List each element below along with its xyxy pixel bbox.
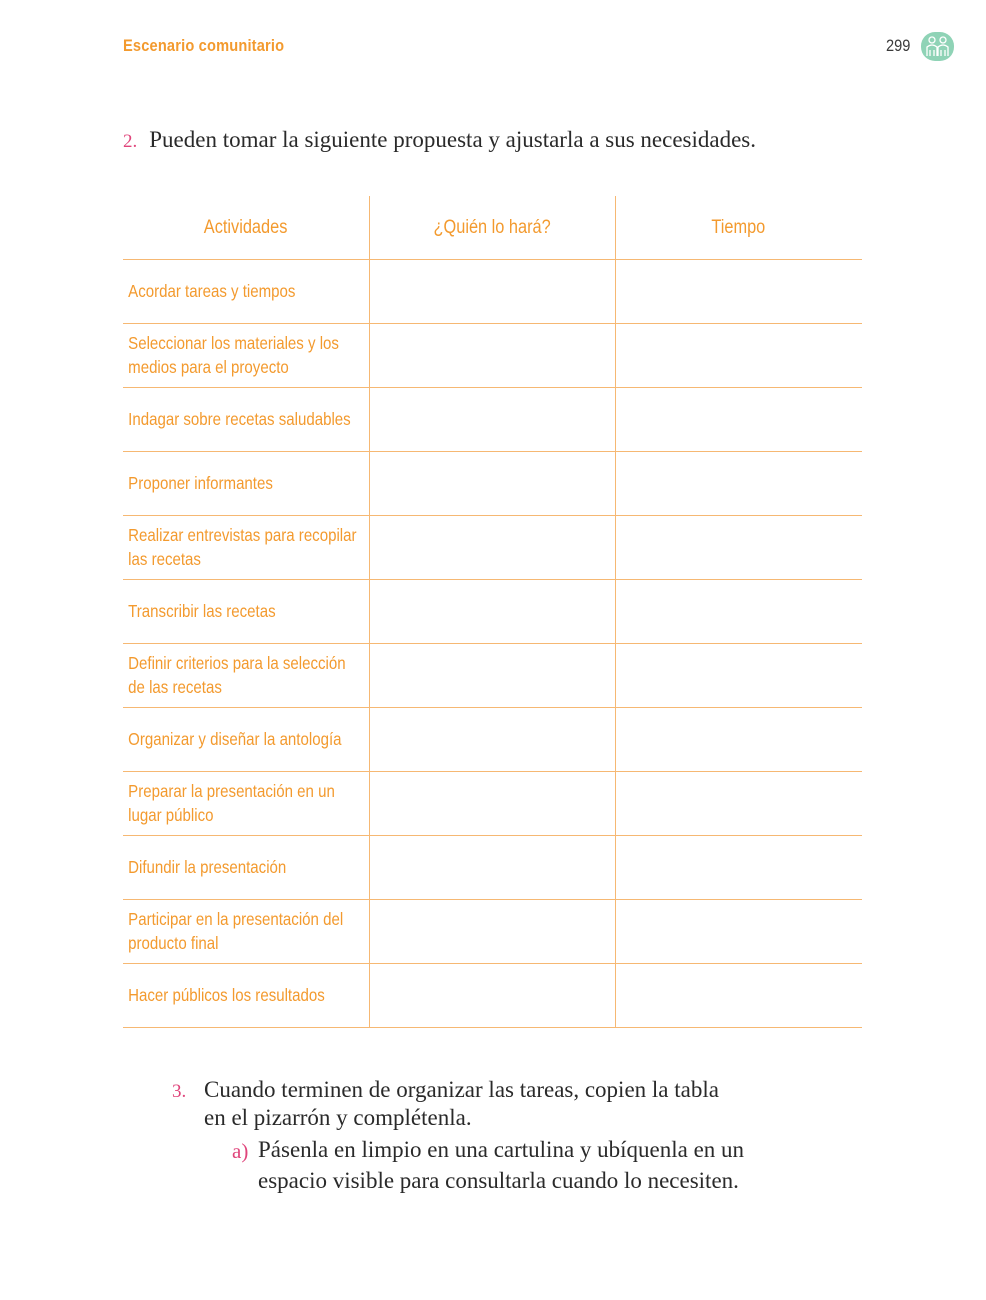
who-cell[interactable]	[369, 836, 615, 900]
who-cell[interactable]	[369, 580, 615, 644]
table-row	[123, 452, 862, 516]
who-cell[interactable]	[369, 388, 615, 452]
instruction-3	[172, 1076, 732, 1132]
activity-cell-text: Organizar y diseñar la antología	[128, 728, 342, 749]
activity-cell	[123, 516, 369, 580]
activity-cell-text: Indagar sobre recetas saludables	[128, 408, 351, 429]
community-icon	[921, 32, 954, 61]
header-who: ¿Quién lo hará?	[369, 196, 615, 260]
activity-plan-table	[123, 196, 862, 1028]
sub-instruction-text: Pásenla en limpio en una cartulina y ubíquenla en un espacio visible para consultarla cuando lo necesiten.	[258, 1137, 745, 1193]
instruction-2	[123, 126, 756, 156]
table-row	[123, 836, 862, 900]
who-cell[interactable]	[369, 260, 615, 324]
who-cell[interactable]	[369, 452, 615, 516]
activity-cell	[123, 708, 369, 772]
activity-cell-text: Preparar la presentación en un lugar público	[128, 781, 335, 825]
table-row	[123, 324, 862, 388]
activity-cell	[123, 452, 369, 516]
activity-cell-text: Transcribir las recetas	[128, 600, 276, 621]
sub-instruction-letter: a)	[232, 1139, 249, 1163]
activity-cell-text: Difundir la presentación	[128, 856, 287, 877]
table-row	[123, 644, 862, 708]
table-body	[123, 260, 862, 1028]
table-row	[123, 260, 862, 324]
activity-cell-text: Acordar tareas y tiempos	[128, 280, 296, 301]
activity-cell-text: Realizar entrevistas para recopilar las recetas	[128, 525, 357, 569]
instruction-3a	[232, 1134, 752, 1196]
activity-cell	[123, 580, 369, 644]
table-row	[123, 772, 862, 836]
table-row	[123, 580, 862, 644]
activity-cell-text: Participar en la presentación del producto final	[128, 909, 344, 953]
page-number: 299	[886, 36, 911, 55]
instruction-number: 2.	[123, 131, 138, 152]
time-cell[interactable]	[615, 324, 862, 388]
table-row	[123, 964, 862, 1028]
activity-cell-text: Seleccionar los materiales y los medios para el proyecto	[128, 333, 339, 377]
activity-cell-text: Hacer públicos los resultados	[128, 984, 325, 1005]
table-row	[123, 900, 862, 964]
header-activities: Actividades	[123, 196, 369, 260]
instruction-text: Pueden tomar la siguiente propuesta y ajustarla a sus necesidades.	[149, 127, 757, 152]
activity-cell-text: Definir criterios para la selección de las recetas	[128, 653, 346, 697]
time-cell[interactable]	[615, 260, 862, 324]
activity-cell-text: Proponer informantes	[128, 472, 273, 493]
activity-cell	[123, 644, 369, 708]
time-cell[interactable]	[615, 452, 862, 516]
activity-cell	[123, 388, 369, 452]
activity-cell	[123, 324, 369, 388]
time-cell[interactable]	[615, 772, 862, 836]
instruction-text: Cuando terminen de organizar las tareas, copien la tabla en el pizarrón y complétenla.	[204, 1077, 719, 1130]
section-title: Escenario comunitario	[123, 36, 285, 55]
who-cell[interactable]	[369, 516, 615, 580]
table-row	[123, 388, 862, 452]
time-cell[interactable]	[615, 964, 862, 1028]
time-cell[interactable]	[615, 708, 862, 772]
time-cell[interactable]	[615, 900, 862, 964]
time-cell[interactable]	[615, 388, 862, 452]
table-row	[123, 708, 862, 772]
time-cell[interactable]	[615, 580, 862, 644]
activity-cell	[123, 900, 369, 964]
activity-cell	[123, 964, 369, 1028]
who-cell[interactable]	[369, 772, 615, 836]
who-cell[interactable]	[369, 964, 615, 1028]
instruction-number: 3.	[172, 1081, 187, 1102]
time-cell[interactable]	[615, 644, 862, 708]
time-cell[interactable]	[615, 516, 862, 580]
who-cell[interactable]	[369, 900, 615, 964]
table-row	[123, 516, 862, 580]
header-time: Tiempo	[615, 196, 862, 260]
who-cell[interactable]	[369, 324, 615, 388]
activity-cell	[123, 836, 369, 900]
time-cell[interactable]	[615, 836, 862, 900]
activity-cell	[123, 772, 369, 836]
table-header-row	[123, 196, 862, 260]
who-cell[interactable]	[369, 708, 615, 772]
activity-cell	[123, 260, 369, 324]
who-cell[interactable]	[369, 644, 615, 708]
